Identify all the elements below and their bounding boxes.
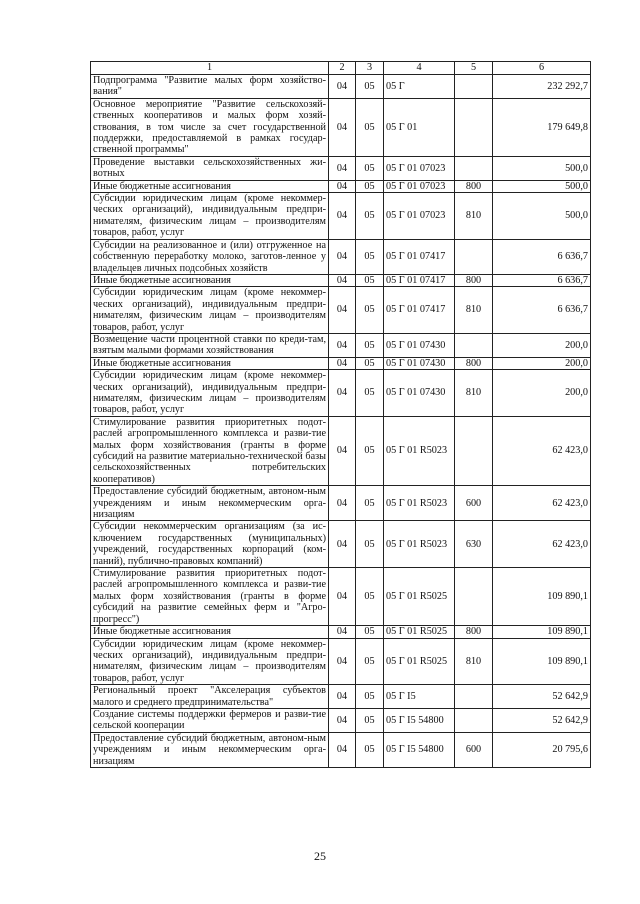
row-target-code: 05 Г I5 54800 — [384, 708, 455, 732]
row-expense-type: 810 — [455, 370, 493, 417]
row-name: Создание системы поддержки фермеров и разви-тие сельской кооперации — [91, 708, 329, 732]
row-subsection: 05 — [356, 75, 384, 99]
row-name: Иные бюджетные ассигнования — [91, 626, 329, 638]
table-row — [91, 486, 591, 521]
row-amount: 200,0 — [493, 333, 591, 357]
table-row — [91, 193, 591, 240]
row-target-code: 05 Г 01 R5023 — [384, 521, 455, 568]
row-section: 04 — [329, 370, 356, 417]
table-row — [91, 156, 591, 180]
row-amount: 62 423,0 — [493, 521, 591, 568]
row-amount: 500,0 — [493, 180, 591, 192]
row-expense-type: 630 — [455, 521, 493, 568]
row-name: Иные бюджетные ассигнования — [91, 357, 329, 369]
header-col-2: 2 — [329, 62, 356, 75]
row-section: 04 — [329, 486, 356, 521]
row-amount: 232 292,7 — [493, 75, 591, 99]
row-amount: 109 890,1 — [493, 626, 591, 638]
row-subsection: 05 — [356, 626, 384, 638]
row-target-code: 05 Г 01 07430 — [384, 370, 455, 417]
row-amount: 6 636,7 — [493, 287, 591, 334]
row-target-code: 05 Г 01 — [384, 98, 455, 156]
row-section: 04 — [329, 75, 356, 99]
row-name: Иные бюджетные ассигнования — [91, 180, 329, 192]
row-section: 04 — [329, 239, 356, 274]
row-target-code: 05 Г 01 R5025 — [384, 626, 455, 638]
row-target-code: 05 Г 01 07430 — [384, 357, 455, 369]
row-target-code: 05 Г 01 07417 — [384, 274, 455, 286]
row-amount: 62 423,0 — [493, 416, 591, 485]
row-name: Предоставление субсидий бюджетным, автоном-ным учреждениям и иным некоммерческим орга-низациям — [91, 486, 329, 521]
row-amount: 179 649,8 — [493, 98, 591, 156]
table-row — [91, 521, 591, 568]
row-name: Предоставление субсидий бюджетным, автоном-ным учреждениям и иным некоммерческим орга-низациям — [91, 732, 329, 767]
row-subsection: 05 — [356, 685, 384, 709]
row-target-code: 05 Г I5 54800 — [384, 732, 455, 767]
row-section: 04 — [329, 521, 356, 568]
header-col-1: 1 — [91, 62, 329, 75]
row-section: 04 — [329, 685, 356, 709]
row-expense-type — [455, 98, 493, 156]
row-expense-type: 800 — [455, 274, 493, 286]
row-amount: 109 890,1 — [493, 568, 591, 626]
row-subsection: 05 — [356, 180, 384, 192]
row-target-code: 05 Г I5 — [384, 685, 455, 709]
row-amount: 52 642,9 — [493, 685, 591, 709]
row-subsection: 05 — [356, 193, 384, 240]
row-section: 04 — [329, 732, 356, 767]
row-expense-type: 800 — [455, 626, 493, 638]
row-name: Иные бюджетные ассигнования — [91, 274, 329, 286]
row-amount: 200,0 — [493, 370, 591, 417]
row-name: Субсидии юридическим лицам (кроме некоммер-ческих организаций), индивидуальным предпри-нимателям, физическим лицам – производителям товаров, работ, услуг — [91, 287, 329, 334]
row-expense-type — [455, 708, 493, 732]
row-name: Субсидии на реализованное и (или) отгруженное на собственную переработку молоко, заготов-ленное у владельцев личных подсобных хозяйств — [91, 239, 329, 274]
row-subsection: 05 — [356, 357, 384, 369]
table-row — [91, 732, 591, 767]
table-row — [91, 274, 591, 286]
table-row — [91, 708, 591, 732]
row-target-code: 05 Г 01 07023 — [384, 193, 455, 240]
row-subsection: 05 — [356, 156, 384, 180]
row-expense-type: 810 — [455, 287, 493, 334]
table-row — [91, 98, 591, 156]
row-subsection: 05 — [356, 732, 384, 767]
table-row — [91, 75, 591, 99]
row-target-code: 05 Г 01 R5023 — [384, 486, 455, 521]
table-row — [91, 333, 591, 357]
row-expense-type: 800 — [455, 180, 493, 192]
row-section: 04 — [329, 626, 356, 638]
row-target-code: 05 Г — [384, 75, 455, 99]
row-section: 04 — [329, 357, 356, 369]
header-col-3: 3 — [356, 62, 384, 75]
row-section: 04 — [329, 708, 356, 732]
table-row — [91, 357, 591, 369]
row-name: Проведение выставки сельскохозяйственных жи-вотных — [91, 156, 329, 180]
row-expense-type — [455, 333, 493, 357]
row-subsection: 05 — [356, 521, 384, 568]
row-name: Субсидии юридическим лицам (кроме некоммер-ческих организаций), индивидуальным предпри-нимателям, физическим лицам – производителям товаров, работ, услуг — [91, 370, 329, 417]
row-target-code: 05 Г 01 R5023 — [384, 416, 455, 485]
table-row — [91, 370, 591, 417]
row-expense-type — [455, 75, 493, 99]
row-subsection: 05 — [356, 333, 384, 357]
row-subsection: 05 — [356, 239, 384, 274]
budget-table — [90, 61, 591, 768]
row-name: Подпрограмма "Развитие малых форм хозяйство-вания" — [91, 75, 329, 99]
row-name: Субсидии юридическим лицам (кроме некоммер-ческих организаций), индивидуальным предпри-нимателям, физическим лицам – производителям товаров, работ, услуг — [91, 193, 329, 240]
row-name: Возмещение части процентной ставки по креди-там, взятым малыми формами хозяйствования — [91, 333, 329, 357]
row-expense-type: 800 — [455, 357, 493, 369]
row-amount: 62 423,0 — [493, 486, 591, 521]
row-subsection: 05 — [356, 370, 384, 417]
row-target-code: 05 Г 01 R5025 — [384, 638, 455, 685]
row-section: 04 — [329, 274, 356, 286]
row-section: 04 — [329, 180, 356, 192]
row-name: Стимулирование развития приоритетных подот-раслей агропромышленного комплекса и разви-тие малых форм хозяйствования (гранты в форме субсидий на развитие семейных ферм и "Агро-прогресс") — [91, 568, 329, 626]
table-row — [91, 416, 591, 485]
row-name: Стимулирование развития приоритетных подот-раслей агропромышленного комплекса и разви-тие малых форм хозяйствования (гранты в форме субсидий на развитие материально-технической базы сельскохозяйственных потребительских кооперативов) — [91, 416, 329, 485]
row-expense-type: 810 — [455, 638, 493, 685]
row-expense-type — [455, 416, 493, 485]
row-amount: 6 636,7 — [493, 239, 591, 274]
table-row — [91, 239, 591, 274]
row-name: Основное мероприятие "Развитие сельскохозяй-ственных кооперативов и малых форм хозяй-ствования, в том числе за счет государственной поддержки, предоставляемой в рамках государ-ственной программы" — [91, 98, 329, 156]
row-target-code: 05 Г 01 07023 — [384, 180, 455, 192]
table-row — [91, 568, 591, 626]
table-row — [91, 638, 591, 685]
row-subsection: 05 — [356, 708, 384, 732]
header-col-4: 4 — [384, 62, 455, 75]
row-section: 04 — [329, 416, 356, 485]
row-subsection: 05 — [356, 486, 384, 521]
page-number: 25 — [314, 849, 326, 863]
table-body — [91, 75, 591, 768]
row-amount: 52 642,9 — [493, 708, 591, 732]
row-target-code: 05 Г 01 07417 — [384, 287, 455, 334]
table-row — [91, 287, 591, 334]
row-expense-type — [455, 239, 493, 274]
row-section: 04 — [329, 156, 356, 180]
row-amount: 200,0 — [493, 357, 591, 369]
row-expense-type: 600 — [455, 486, 493, 521]
row-amount: 500,0 — [493, 193, 591, 240]
row-expense-type — [455, 568, 493, 626]
row-amount: 20 795,6 — [493, 732, 591, 767]
row-subsection: 05 — [356, 568, 384, 626]
table-row — [91, 685, 591, 709]
row-amount: 109 890,1 — [493, 638, 591, 685]
row-name: Субсидии юридическим лицам (кроме некоммер-ческих организаций), индивидуальным предпри-нимателям, физическим лицам – производителям товаров, работ, услуг — [91, 638, 329, 685]
row-subsection: 05 — [356, 416, 384, 485]
row-amount: 6 636,7 — [493, 274, 591, 286]
row-expense-type — [455, 685, 493, 709]
table-row — [91, 626, 591, 638]
table-header-row — [91, 62, 591, 75]
row-target-code: 05 Г 01 R5025 — [384, 568, 455, 626]
row-expense-type: 810 — [455, 193, 493, 240]
row-section: 04 — [329, 98, 356, 156]
row-subsection: 05 — [356, 98, 384, 156]
row-name: Региональный проект "Акселерация субъектов малого и среднего предпринимательства" — [91, 685, 329, 709]
row-target-code: 05 Г 01 07023 — [384, 156, 455, 180]
row-target-code: 05 Г 01 07417 — [384, 239, 455, 274]
table-row — [91, 180, 591, 192]
row-section: 04 — [329, 638, 356, 685]
row-name: Субсидии некоммерческим организациям (за ис-ключением государственных (муниципальных) учреждений, государственных корпораций (ком-паний), публично-правовых компаний) — [91, 521, 329, 568]
row-amount: 500,0 — [493, 156, 591, 180]
row-section: 04 — [329, 287, 356, 334]
row-subsection: 05 — [356, 287, 384, 334]
row-section: 04 — [329, 193, 356, 240]
row-expense-type — [455, 156, 493, 180]
row-section: 04 — [329, 568, 356, 626]
header-col-5: 5 — [455, 62, 493, 75]
row-expense-type: 600 — [455, 732, 493, 767]
row-subsection: 05 — [356, 638, 384, 685]
row-section: 04 — [329, 333, 356, 357]
header-col-6: 6 — [493, 62, 591, 75]
row-subsection: 05 — [356, 274, 384, 286]
row-target-code: 05 Г 01 07430 — [384, 333, 455, 357]
